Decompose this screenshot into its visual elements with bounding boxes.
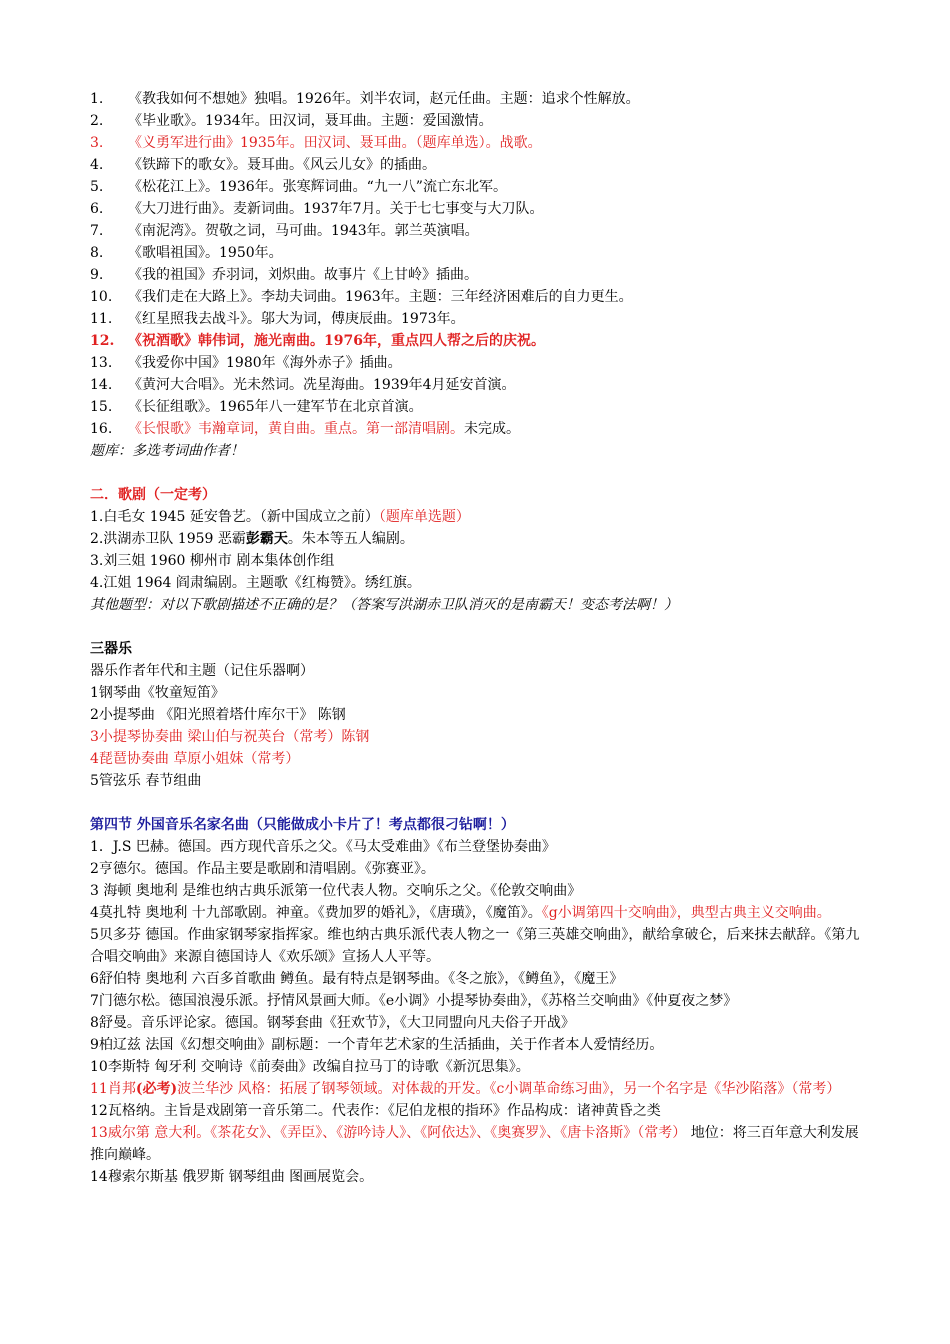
song-text: 《义勇军进行曲》1935年。田汉词、聂耳曲。（题库单选）。战歌。 [128,135,542,151]
song-text: 《长征组歌》。1965年八一建军节在北京首演。 [128,399,423,415]
song-text: 《我爱你中国》1980年《海外赤子》插曲。 [128,355,402,371]
foreign-heading: 第四节 外国音乐名家名曲（只能做成小卡片了！考点都很刁钻啊！） [90,817,515,833]
foreign-item-11 [90,1078,870,1100]
opera-item-1 [90,506,870,528]
instrument-item-3: 3小提琴协奏曲 梁山伯与祝英台（常考）陈钢 [90,729,370,745]
song-number: 15. [90,399,113,415]
foreign-item-10: 10李斯特 匈牙利 交响诗《前奏曲》改编自拉马丁的诗歌《新沉思集》。 [90,1059,530,1075]
song-item-2 [90,110,870,132]
song-text: 《我们走在大路上》。李劫夫词曲。1963年。主题：三年经济困难后的自力更生。 [128,289,633,305]
song-text: 《红星照我去战斗》。邬大为词，傅庚辰曲。1973年。 [128,311,465,327]
song-number: 2. [90,113,104,129]
song-number: 4. [90,157,104,173]
song-number: 14. [90,377,113,393]
song-number: 13. [90,355,113,371]
song-number: 9. [90,267,104,283]
foreign-text: 4莫扎特 奥地利 十九部歌剧。神童。《费加罗的婚礼》，《唐璜》，《魔笛》。 [90,905,542,921]
foreign-text-red: 《g小调第四十交响曲》，典型古典主义交响曲。 [541,905,831,921]
song-item-9 [90,264,870,286]
foreign-tail: 地位：将三百年意大利发展推向巅峰。 [90,1125,859,1163]
song-number: 3. [90,135,104,151]
opera-note-red: （题库单选题） [378,509,470,525]
song-number: 8. [90,245,104,261]
opera-heading: 二．歌剧（一定考） [90,487,216,503]
instrument-item-2: 2小提琴曲 《阳光照着塔什库尔干》 陈钢 [90,707,346,723]
song-item-13 [90,352,870,374]
song-item-14 [90,374,870,396]
opera-villain: 彭霸天 [245,531,288,547]
instrument-item-5: 5管弦乐 春节组曲 [90,773,202,789]
foreign-item-14: 14穆索尔斯基 俄罗斯 钢琴组曲 图画展览会。 [90,1169,374,1185]
instrument-item-4: 4琵琶协奏曲 草原小姐妹（常考） [90,751,300,767]
song-text: 《南泥湾》。贺敬之词，马可曲。1943年。郭兰英演唱。 [128,223,479,239]
spacer [90,792,870,814]
opera-text: 1.白毛女 1945 延安鲁艺。（新中国成立之前） [90,509,379,525]
song-number: 16. [90,421,113,437]
song-item-6 [90,198,870,220]
foreign-item-8: 8舒曼。音乐评论家。德国。钢琴套曲《狂欢节》，《大卫同盟向凡夫俗子开战》 [90,1015,575,1031]
song-item-5 [90,176,870,198]
foreign-item-12: 12瓦格纳。主旨是戏剧第一音乐第二。代表作：《尼伯龙根的指环》作品构成：诸神黄昏之类 [90,1103,661,1119]
foreign-item-13 [90,1122,870,1166]
foreign-item-7: 7门德尔松。德国浪漫乐派。抒情风景画大师。《e小调》小提琴协奏曲》，《苏格兰交响曲》《仲夏夜之梦》 [90,993,738,1009]
foreign-item-5: 5贝多芬 德国。作曲家钢琴家指挥家。维也纳古典乐派代表人物之一《第三英雄交响曲》，献给拿破仑，后来抹去献辞。《第九合唱交响曲》来源自德国诗人《欢乐颂》宣扬人人平等。 [90,927,860,965]
foreign-item-6: 6舒伯特 奥地利 六百多首歌曲 鳟鱼。最有特点是钢琴曲。《冬之旅》，《鳟鱼》，《魔王》 [90,971,624,987]
foreign-text-red: 波兰华沙 风格：拓展了钢琴领域。对体裁的开发。《c小调革命练习曲》，另一个名字是《华沙陷落》（常考） [177,1081,841,1097]
song-item-11 [90,308,870,330]
song-item-1 [90,88,870,110]
song-number: 7. [90,223,104,239]
song-tail: 未完成。 [464,421,520,437]
song-number: 5. [90,179,104,195]
song-item-3 [90,132,870,154]
foreign-item-9: 9柏辽兹 法国《幻想交响曲》副标题：一个青年艺术家的生活插曲，关于作者本人爱情经历。 [90,1037,664,1053]
song-text: 《我的祖国》乔羽词，刘炽曲。故事片《上甘岭》插曲。 [128,267,478,283]
opera-item-3: 3.刘三姐 1960 柳州市 剧本集体创作组 [90,553,335,569]
instruments-intro: 器乐作者年代和主题（记住乐器啊） [90,663,314,679]
spacer [90,616,870,638]
opera-item-4: 4.江姐 1964 阎肃编剧。主题歌《红梅赞》。绣红旗。 [90,575,421,591]
opera-note: 其他题型：对以下歌剧描述不正确的是？（答案写洪湖赤卫队消灭的是南霸天！变态考法啊！） [90,597,678,613]
song-item-15 [90,396,870,418]
instrument-item-1: 1钢琴曲《牧童短笛》 [90,685,225,701]
song-number: 6. [90,201,104,217]
song-text: 《黄河大合唱》。光未然词。冼星海曲。1939年4月延安首演。 [128,377,516,393]
document-page [90,88,870,1188]
song-text: 《大刀进行曲》。麦新词曲。1937年7月。关于七七事变与大刀队。 [128,201,544,217]
foreign-item-3: 3 海顿 奥地利 是维也纳古典乐派第一位代表人物。交响乐之父。《伦敦交响曲》 [90,883,582,899]
song-text: 《铁蹄下的歌女》。聂耳曲。《风云儿女》的插曲。 [128,157,436,173]
foreign-text-red: 13威尔第 意大利。《茶花女》、《弄臣》、《游吟诗人》、《阿依达》、《奥赛罗》、《唐卡洛斯》（常考） [90,1125,687,1141]
song-text: 《歌唱祖国》。1950年。 [128,245,283,261]
song-item-7 [90,220,870,242]
foreign-text-red-bold: (必考) [135,1081,178,1097]
foreign-item-2: 2亨德尔。德国。作品主要是歌剧和清唱剧。《弥赛亚》。 [90,861,435,877]
spacer [90,462,870,484]
opera-text: 。朱本等五人编剧。 [287,531,414,547]
song-number: 10. [90,289,113,305]
song-item-10 [90,286,870,308]
instruments-heading: 三器乐 [90,641,132,657]
song-number: 11. [90,311,113,327]
foreign-item-4 [90,902,870,924]
song-number: 1. [90,91,104,107]
song-item-12 [90,330,870,352]
song-item-8 [90,242,870,264]
opera-item-2 [90,528,870,550]
song-text: 《祝酒歌》韩伟词，施光南曲。1976年，重点四人帮之后的庆祝。 [128,333,545,349]
song-text: 《长恨歌》韦瀚章词，黄自曲。重点。第一部清唱剧。 [128,421,464,437]
song-item-4 [90,154,870,176]
song-text: 《松花江上》。1936年。张寒辉词曲。“九一八”流亡东北军。 [128,179,507,195]
opera-text: 2.洪湖赤卫队 1959 恶霸 [90,531,246,547]
song-note: 题库：多选考词曲作者！ [90,443,244,459]
song-item-16 [90,418,870,440]
foreign-item-1: 1．J.S 巴赫。德国。西方现代音乐之父。《马太受难曲》《布兰登堡协奏曲》 [90,839,556,855]
foreign-text-red: 11肖邦 [90,1081,136,1097]
song-text: 《毕业歌》。1934年。田汉词，聂耳曲。主题：爱国激情。 [128,113,493,129]
song-number: 12. [90,333,115,349]
song-text: 《教我如何不想她》独唱。1926年。刘半农词，赵元任曲。主题：追求个性解放。 [128,91,640,107]
